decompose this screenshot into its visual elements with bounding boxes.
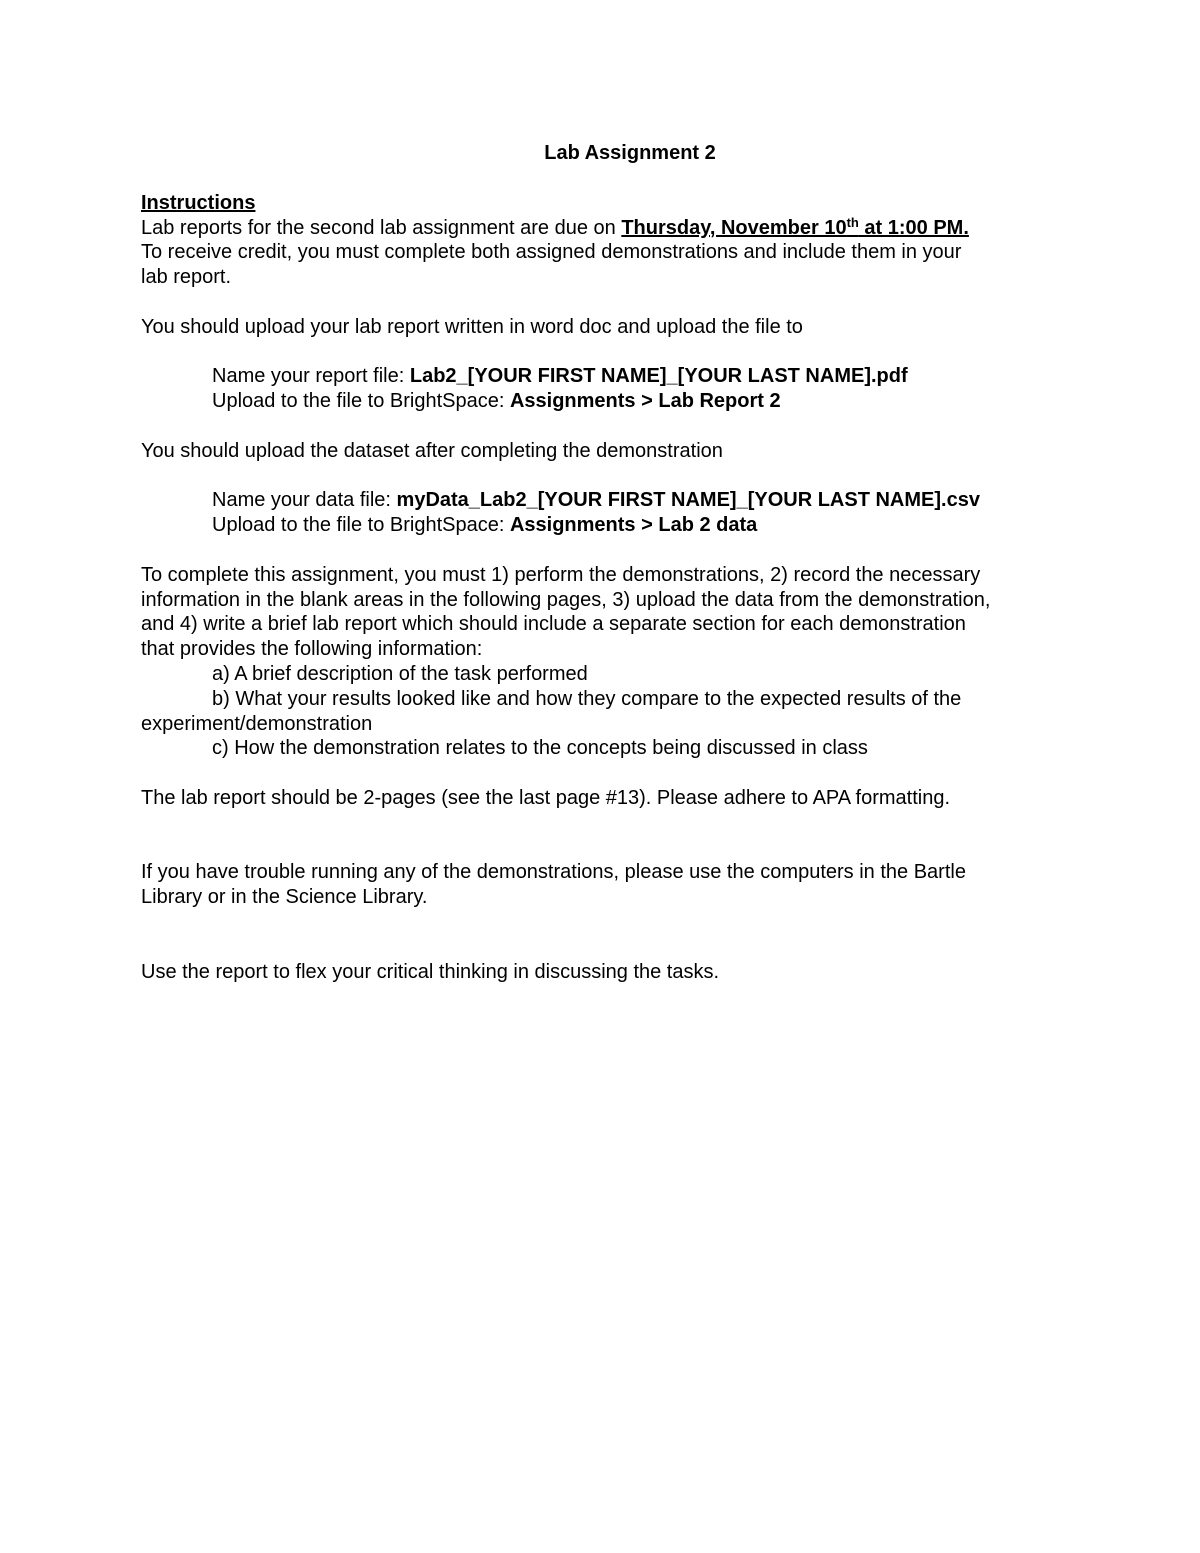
upload-report-text: You should upload your lab report written in word doc and upload the file to xyxy=(141,315,803,338)
list-item-b-continued: experiment/demonstration xyxy=(141,712,373,735)
list-item-a: a) A brief description of the task performed xyxy=(212,662,588,685)
trouble-line-2: Library or in the Science Library. xyxy=(141,886,428,909)
complete-line-1: To complete this assignment, you must 1) perform the demonstrations, 2) record the necessary xyxy=(141,563,981,586)
report-file-label: Name your report file: xyxy=(212,365,410,388)
document-body xyxy=(141,141,1061,984)
data-upload-path xyxy=(141,513,1061,538)
report-upload-path xyxy=(141,389,1061,414)
report-file-name xyxy=(141,364,1061,389)
data-file-value: myData_Lab2_[YOUR FIRST NAME]_[YOUR LAST NAME].csv xyxy=(396,489,980,512)
data-file-name xyxy=(141,488,1061,513)
list-item-b: b) What your results looked like and how they compare to the expected results of the xyxy=(212,687,962,710)
data-upload-label: Upload to the file to BrightSpace: xyxy=(212,514,510,537)
list-item-c: c) How the demonstration relates to the concepts being discussed in class xyxy=(212,737,868,760)
report-upload-value: Assignments > Lab Report 2 xyxy=(509,390,781,413)
closing-text: Use the report to flex your critical thinking in discussing the tasks. xyxy=(141,960,720,983)
spacer xyxy=(141,340,1061,365)
report-file-value: Lab2_[YOUR FIRST NAME]_[YOUR LAST NAME].pdf xyxy=(409,365,908,388)
spacer xyxy=(141,811,1061,861)
spacer xyxy=(141,414,1061,439)
spacer xyxy=(141,538,1061,563)
due-date-text: Thursday, November 10 xyxy=(621,216,847,239)
intro-line-1 xyxy=(141,216,1061,241)
due-date-suffix: th xyxy=(846,214,859,230)
due-date xyxy=(621,214,969,239)
upload-data-text: You should upload the dataset after completing the demonstration xyxy=(141,439,723,462)
data-upload-value: Assignments > Lab 2 data xyxy=(509,514,758,537)
spacer xyxy=(141,290,1061,315)
complete-line-3: and 4) write a brief lab report which should include a separate section for each demonstration xyxy=(141,613,966,636)
intro-line-3: lab report. xyxy=(141,266,232,289)
trouble-line-1: If you have trouble running any of the demonstrations, please use the computers in the Bartle xyxy=(141,861,966,884)
spacer xyxy=(141,910,1061,960)
spacer xyxy=(141,761,1061,786)
instructions-heading: Instructions xyxy=(141,191,256,214)
intro-line-2: To receive credit, you must complete both assigned demonstrations and include them in your xyxy=(141,241,962,264)
complete-line-2: information in the blank areas in the following pages, 3) upload the data from the demonstration, xyxy=(141,588,991,611)
due-time: at 1:00 PM. xyxy=(858,216,969,239)
data-file-label: Name your data file: xyxy=(212,489,397,512)
report-upload-label: Upload to the file to BrightSpace: xyxy=(212,390,510,413)
spacer xyxy=(141,464,1061,489)
document-title: Lab Assignment 2 xyxy=(544,142,716,164)
intro-text: Lab reports for the second lab assignment are due on xyxy=(141,216,622,239)
length-note: The lab report should be 2-pages (see the last page #13). Please adhere to APA formatting. xyxy=(141,786,951,809)
complete-line-4: that provides the following information: xyxy=(141,638,483,661)
